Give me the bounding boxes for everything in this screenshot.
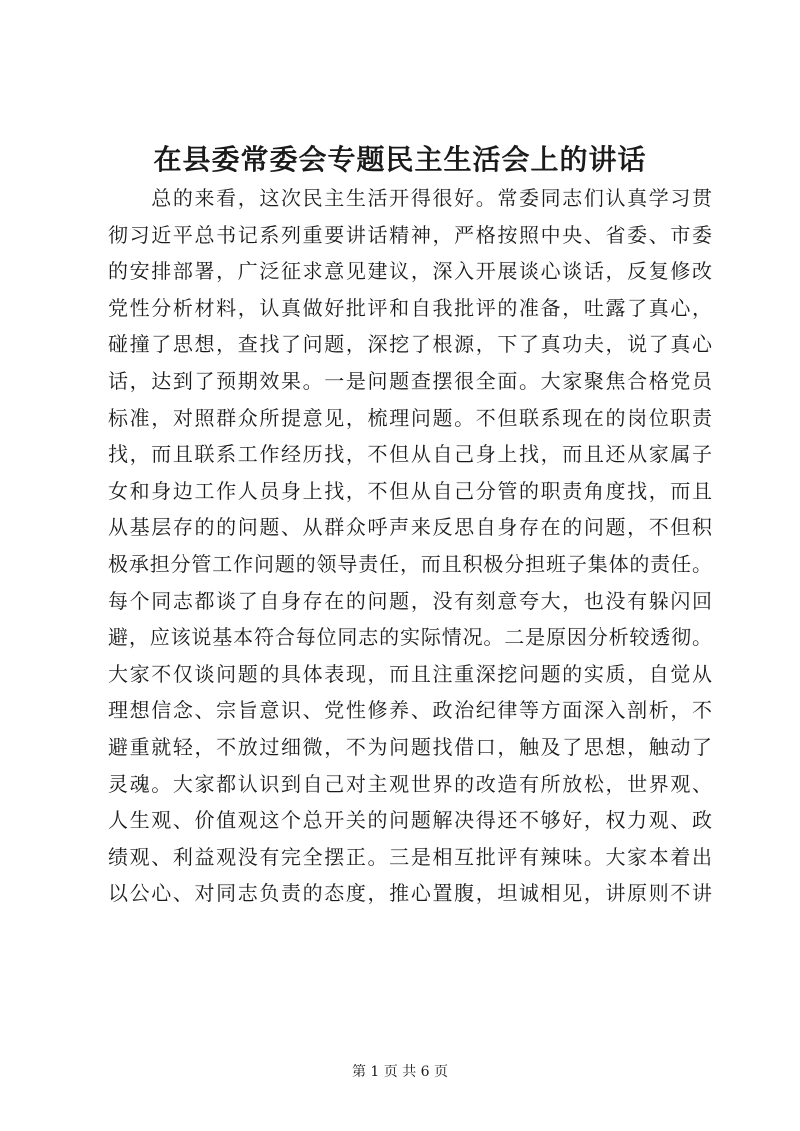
body-line: 以公心、对同志负责的态度，推心置腹，坦诚相见，讲原则不讲 [108,881,712,906]
body-line: 党性分析材料，认真做好批评和自我批评的准备，吐露了真心， [108,295,712,320]
body-line: 避，应该说基本符合每位同志的实际情况。二是原因分析较透彻。 [108,625,712,650]
body-line: 标准，对照群众所提意见，梳理问题。不但联系现在的岗位职责 [108,405,712,430]
body-line: 总的来看，这次民主生活开得很好。常委同志们认真学习贯 [108,186,712,210]
body-line: 理想信念、宗旨意识、党性修养、政治纪律等方面深入剖析，不 [108,698,712,723]
body-line: 灵魂。大家都认识到自己对主观世界的改造有所放松，世界观、 [108,771,712,796]
body-line: 避重就轻，不放过细微，不为问题找借口，触及了思想，触动了 [108,734,712,759]
body-line: 大家不仅谈问题的具体表现，而且注重深挖问题的实质，自觉从 [108,661,712,686]
body-line: 女和身边工作人员身上找，不但从自己分管的职责角度找，而且 [108,478,712,503]
body-line: 碰撞了思想，查找了问题，深挖了根源，下了真功夫，说了真心 [108,332,712,357]
document-title: 在县委常委会专题民主生活会上的讲话 [153,143,647,176]
document-body [108,180,712,912]
body-line: 话，达到了预期效果。一是问题查摆很全面。大家聚焦合格党员 [108,368,712,393]
body-line: 绩观、利益观没有完全摆正。三是相互批评有辣味。大家本着出 [108,844,712,869]
page-footer: 第 1 页 共 6 页 [351,1064,449,1080]
body-line: 每个同志都谈了自身存在的问题，没有刻意夸大，也没有躲闪回 [108,588,712,613]
body-line: 极承担分管工作问题的领导责任，而且积极分担班子集体的责任。 [108,551,712,576]
body-line: 彻习近平总书记系列重要讲话精神，严格按照中央、省委、市委 [108,222,712,247]
body-line: 找，而且联系工作经历找，不但从自己身上找，而且还从家属子 [108,442,712,467]
body-line: 从基层存的的问题、从群众呼声来反思自身存在的问题，不但积 [108,515,712,540]
body-line: 的安排部署，广泛征求意见建议，深入开展谈心谈话，反复修改 [108,259,712,284]
body-line: 人生观、价值观这个总开关的问题解决得还不够好，权力观、政 [108,808,712,833]
